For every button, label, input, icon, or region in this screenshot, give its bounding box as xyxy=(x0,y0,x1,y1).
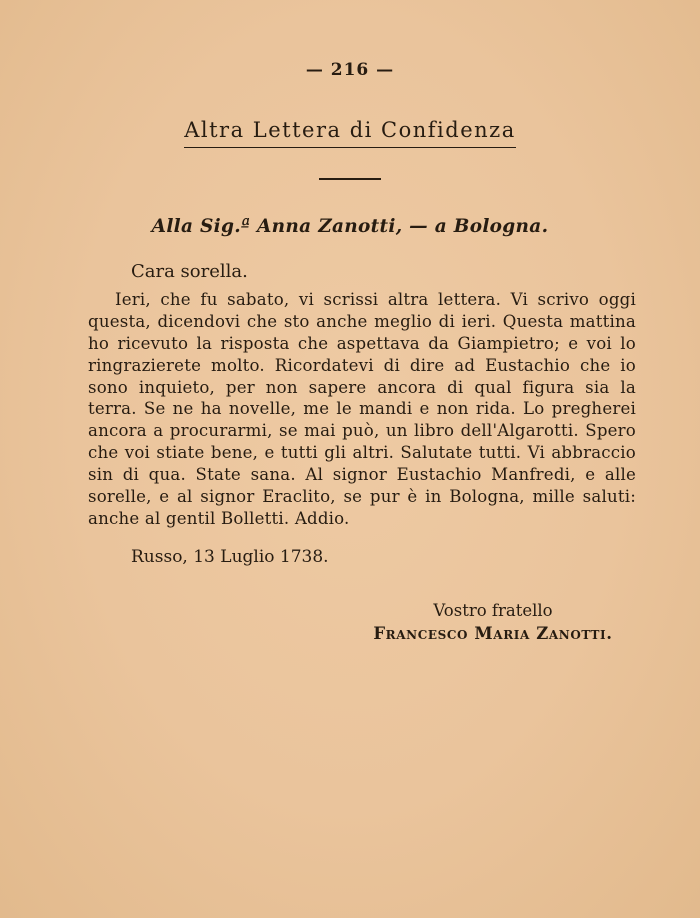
section-divider xyxy=(319,178,381,180)
letter-title-row xyxy=(0,118,700,148)
closing-block xyxy=(368,601,618,643)
salutation: Cara sorella. xyxy=(131,261,248,282)
signature: Francesco Maria Zanotti. xyxy=(373,623,613,643)
letter-body: Ieri, che fu sabato, vi scrissi altra lettera. Vi scrivo oggi questa, dicendovi che sto anche meglio di ieri. Questa mattina ho ricevuto la risposta che aspettava da Giampietro; e voi lo ringrazierete molto. Ricordatevi di dire ad Eustachio che io sono inquieto, per non sapere ancora di qual figura sia la terra. Se ne ha novelle, me le mandi e non rida. Lo pregherei ancora a procurarmi, se mai può, un libro dell'Algarotti. Spero che voi stiate bene, e tutti gli altri. Salutate tutti. Vi abbraccio sin di qua. State sana. Al signor Eustachio Manfredi, e alle sorelle, e al signor Eraclito, se pur è in Bologna, mille saluti: anche al gentil Bolletti. Addio. xyxy=(88,290,636,528)
letter-title: Altra Lettera di Confidenza xyxy=(184,118,516,148)
page-number: — 216 — xyxy=(305,60,395,80)
address-line: Alla Sig.ª Anna Zanotti, — a Bologna. xyxy=(151,216,549,237)
closing-phrase: Vostro fratello xyxy=(433,600,553,620)
dateline: Russo, 13 Luglio 1738. xyxy=(131,546,329,567)
